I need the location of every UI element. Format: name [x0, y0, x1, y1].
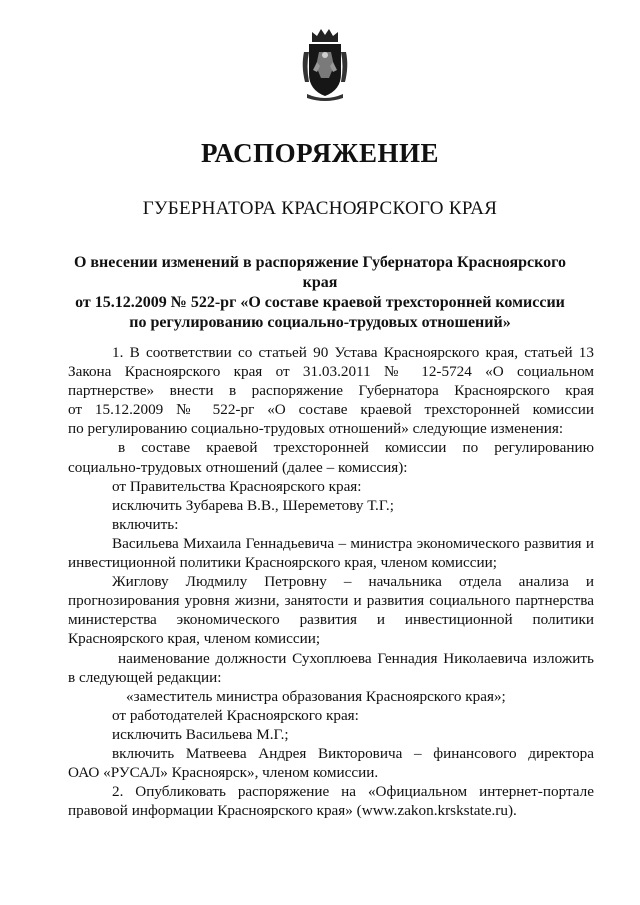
body-line: от Правительства Красноярского края:	[112, 477, 362, 495]
body-line: Закона Красноярского края от 31.03.2011 № 12-5724 «О социальном	[68, 363, 594, 381]
body-line: наименование должности Сухоплюева Геннадия Николаевича изложить	[118, 649, 594, 667]
body-line: Жиглову Людмилу Петровну – начальника отдела анализа и	[112, 573, 594, 591]
body-line: инвестиционной политики Красноярского края, членом комиссии;	[68, 554, 497, 572]
order-heading	[60, 253, 580, 333]
body-line: Васильева Михаила Геннадьевича – министра экономического развития и	[112, 534, 594, 552]
document-body	[68, 343, 594, 820]
body-line: партнерстве» внести в распоряжение Губернатора Красноярского края	[68, 382, 594, 400]
order-heading-line: от 15.12.2009 № 522-рг «О составе краевой трехсторонней комиссии	[75, 294, 565, 311]
body-line: 1. В соответствии со статьей 90 Устава Красноярского края, статьей 13	[112, 344, 594, 361]
body-line: «заместитель министра образования Красноярского края»;	[126, 687, 506, 705]
coat-of-arms-icon	[299, 26, 351, 102]
body-line: Красноярского края, членом комиссии;	[68, 630, 321, 648]
body-line: 2. Опубликовать распоряжение на «Официальном интернет-портале	[112, 783, 594, 801]
body-line: по регулированию социально-трудовых отношений» следующие изменения:	[68, 420, 564, 438]
order-heading-line: О внесении изменений в распоряжение Губернатора Красноярского края	[73, 254, 567, 291]
body-line: прогнозирования уровня жизни, занятости и развития социального партнерства	[68, 592, 594, 610]
document-subtitle: ГУБЕРНАТОРА КРАСНОЯРСКОГО КРАЯ	[142, 198, 498, 219]
order-heading-line: по регулированию социально-трудовых отношений»	[129, 314, 511, 331]
body-line: исключить Васильева М.Г.;	[112, 725, 289, 743]
body-line: включить Матвеева Андрея Викторовича – финансового директора	[112, 744, 594, 762]
document-title: РАСПОРЯЖЕНИЕ	[200, 138, 440, 168]
body-line: в составе краевой трехсторонней комиссии по регулированию	[118, 439, 594, 457]
body-line: ОАО «РУСАЛ» Красноярск», членом комиссии.	[68, 764, 379, 782]
body-line: включить:	[112, 515, 179, 533]
body-line: социально-трудовых отношений (далее – комиссия):	[68, 458, 408, 476]
body-line: правовой информации Красноярского края» (www.zakon.krskstate.ru).	[68, 802, 517, 820]
coat-of-arms-emblem	[299, 26, 351, 102]
body-line: в следующей редакции:	[68, 668, 222, 686]
body-line: от 15.12.2009 № 522-рг «О составе краевой трехсторонней комиссии	[68, 401, 594, 419]
body-line: министерства экономического развития и инвестиционной политики	[68, 611, 594, 629]
body-line: исключить Зубарева В.В., Шереметову Т.Г.;	[112, 496, 394, 514]
body-line: от работодателей Красноярского края:	[112, 706, 359, 724]
